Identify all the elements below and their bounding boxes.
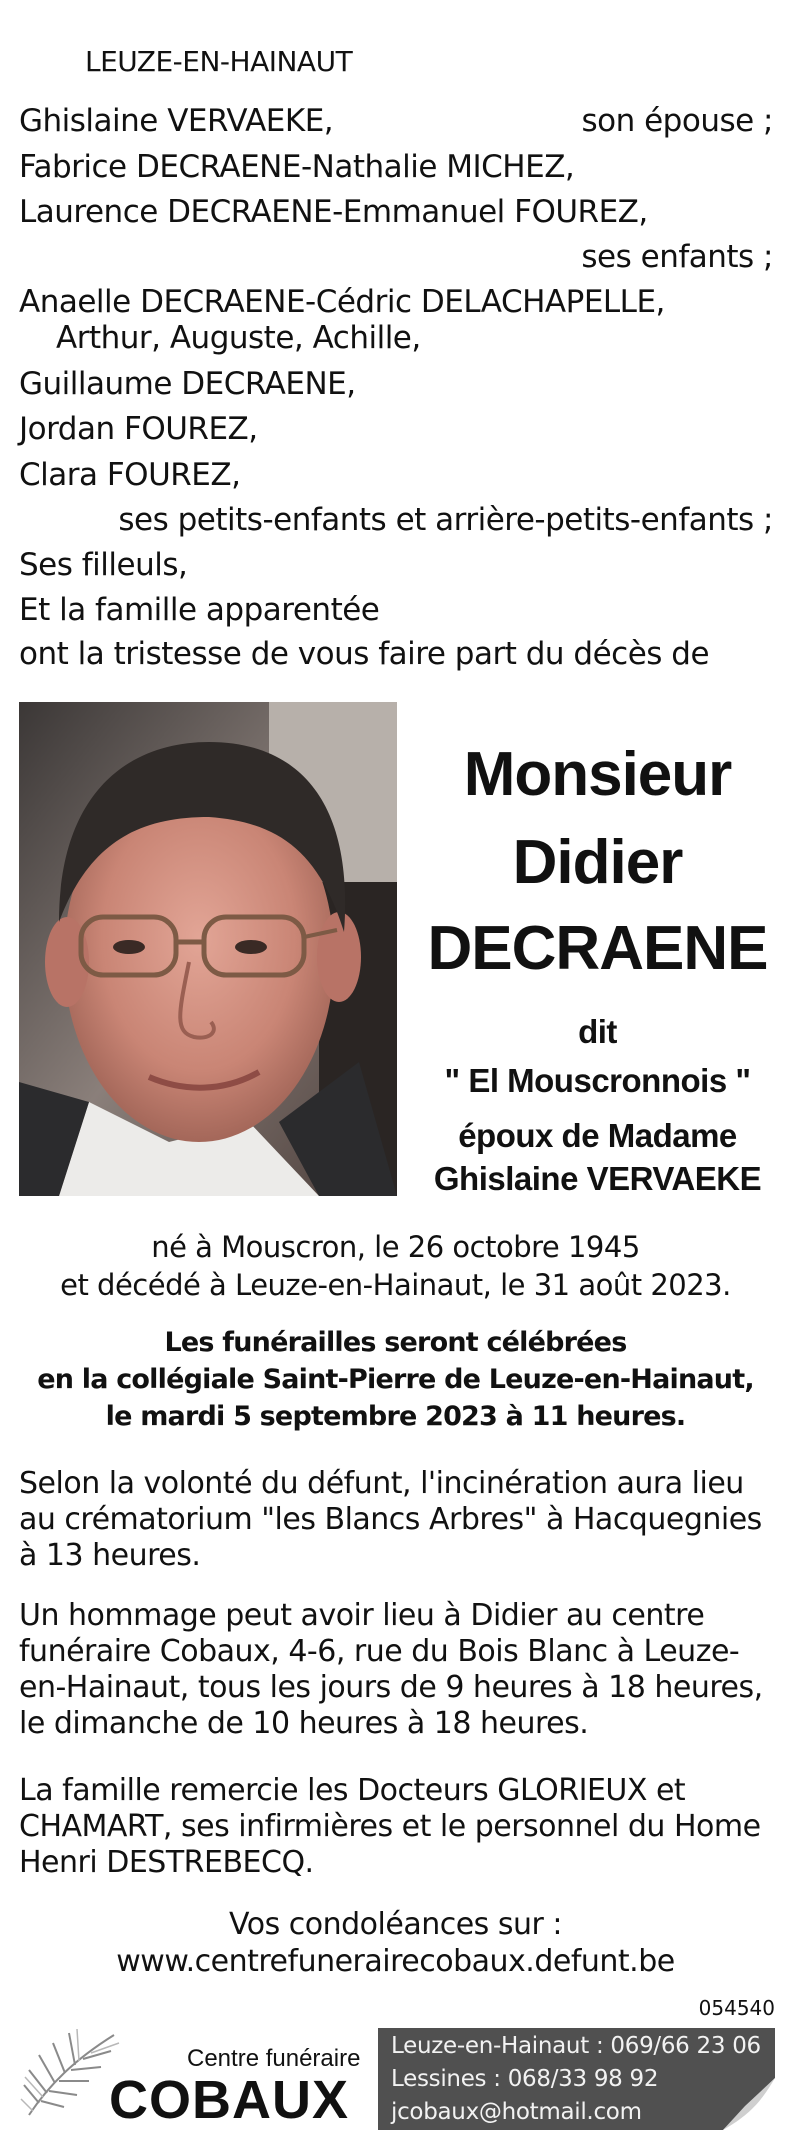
spouse-role: son épouse ; xyxy=(581,103,773,139)
cremation-line-1: Selon la volonté du défunt, l'incinération aura lieu xyxy=(19,1466,744,1501)
logo-big-text: COBAUX xyxy=(109,2070,350,2130)
reference-number: 054540 xyxy=(698,1996,775,2020)
condolences-url[interactable]: www.centrefunerairecobaux.defunt.be xyxy=(116,1944,675,1979)
contact-phone-lessines: Lessines : 068/33 98 92 xyxy=(391,2066,659,2092)
tribute-line-3: en-Hainaut, tous les jours de 9 heures à 18 heures, xyxy=(19,1670,763,1705)
relatives-line: Et la famille apparentée xyxy=(19,592,380,628)
tribute-line-1: Un hommage peut avoir lieu à Didier au centre xyxy=(19,1598,705,1633)
great-grandchildren: Arthur, Auguste, Achille, xyxy=(56,320,421,356)
page-curl-icon xyxy=(723,2078,775,2130)
birth-line: né à Mouscron, le 26 octobre 1945 xyxy=(151,1230,640,1264)
thanks-line-1: La famille remercie les Docteurs GLORIEUX et xyxy=(19,1773,686,1808)
funeral-line-2: en la collégiale Saint-Pierre de Leuze-en-Hainaut, xyxy=(37,1364,754,1395)
grandchildren-role: ses petits-enfants et arrière-petits-enfants ; xyxy=(118,502,773,538)
child-1: Fabrice DECRAENE-Nathalie MICHEZ, xyxy=(19,149,575,185)
cremation-line-3: à 13 heures. xyxy=(19,1538,201,1573)
title-monsieur: Monsieur xyxy=(463,740,732,809)
portrait-photo xyxy=(19,702,397,1196)
death-line: et décédé à Leuze-en-Hainaut, le 31 août 2023. xyxy=(60,1268,731,1302)
funeral-line-1: Les funérailles seront célébrées xyxy=(164,1327,627,1358)
grandchild-4: Clara FOUREZ, xyxy=(19,457,241,493)
thanks-line-2: CHAMART, ses infirmières et le personnel du Home xyxy=(19,1809,761,1844)
first-name: Didier xyxy=(512,828,683,897)
contact-phone-leuze: Leuze-en-Hainaut : 069/66 23 06 xyxy=(391,2033,761,2059)
cobaux-logo xyxy=(19,2025,375,2130)
godchildren-line: Ses filleuls, xyxy=(19,547,188,583)
nickname-prefix: dit xyxy=(578,1013,617,1050)
nickname: " El Mouscronnois " xyxy=(444,1062,751,1099)
town-header: LEUZE-EN-HAINAUT xyxy=(85,45,353,78)
grandchild-2: Guillaume DECRAENE, xyxy=(19,366,356,402)
grandchild-3: Jordan FOUREZ, xyxy=(19,411,258,447)
contact-email[interactable]: jcobaux@hotmail.com xyxy=(391,2099,642,2125)
announcement-line: ont la tristesse de vous faire part du décès de xyxy=(19,636,710,672)
thanks-line-3: Henri DESTREBECQ. xyxy=(19,1845,314,1880)
spouse-name: Ghislaine VERVAEKE, xyxy=(19,103,334,139)
funeral-line-3: le mardi 5 septembre 2023 à 11 heures. xyxy=(105,1401,686,1432)
spouse-line-1: époux de Madame xyxy=(458,1117,737,1154)
grandchild-1: Anaelle DECRAENE-Cédric DELACHAPELLE, xyxy=(19,284,665,320)
condolences-label: Vos condoléances sur : xyxy=(229,1907,562,1942)
logo-small-text: Centre funéraire xyxy=(187,2045,361,2072)
children-role: ses enfants ; xyxy=(581,239,773,275)
contact-box xyxy=(378,2028,775,2130)
cremation-line-2: au crématorium "les Blancs Arbres" à Hacquegnies xyxy=(19,1502,762,1537)
tribute-line-4: le dimanche de 10 heures à 18 heures. xyxy=(19,1706,589,1741)
child-2: Laurence DECRAENE-Emmanuel FOUREZ, xyxy=(19,194,648,230)
spouse-line-2: Ghislaine VERVAEKE xyxy=(433,1160,762,1197)
tribute-line-2: funéraire Cobaux, 4-6, rue du Bois Blanc à Leuze- xyxy=(19,1634,740,1669)
last-name: DECRAENE xyxy=(427,914,768,983)
